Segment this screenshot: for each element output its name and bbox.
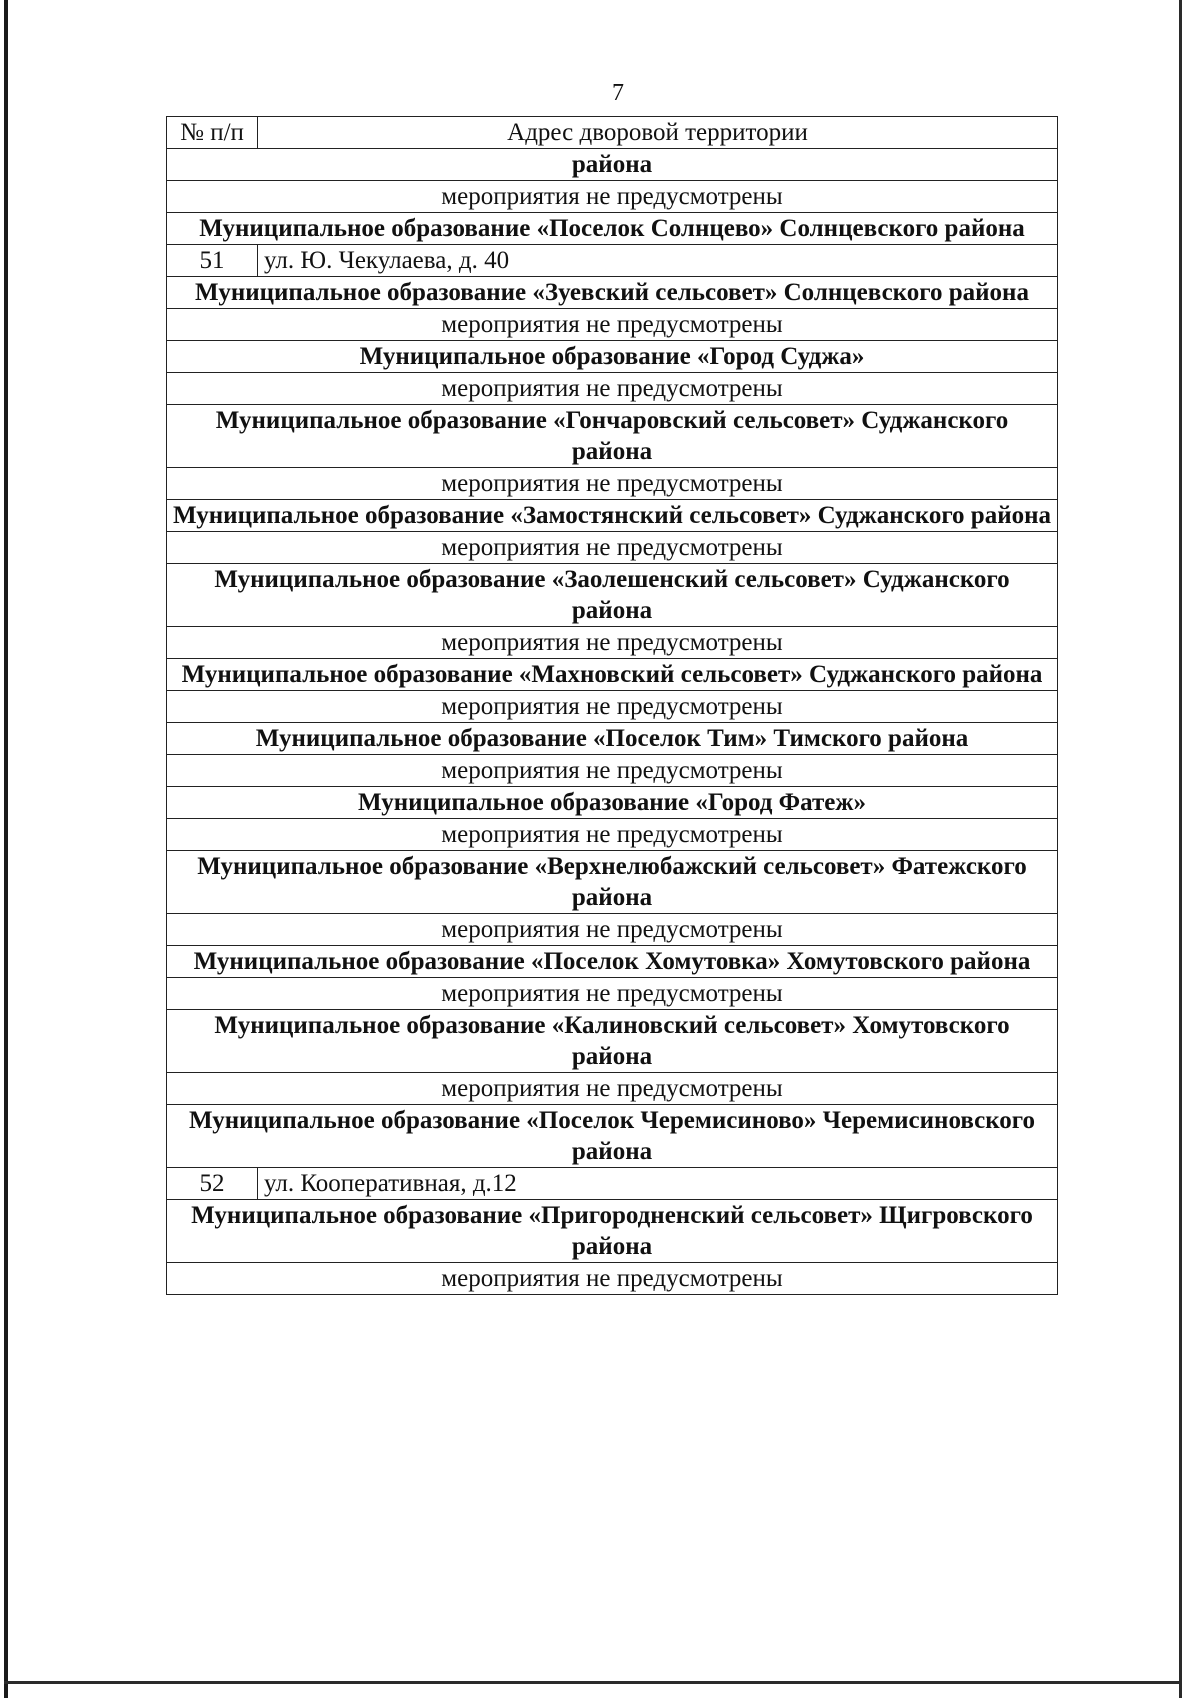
section-heading: Муниципальное образование «Заолешенский сельсовет» Суджанского района — [167, 564, 1058, 627]
table-row-section — [167, 149, 1058, 181]
table-row-section — [167, 851, 1058, 914]
item-number: 51 — [167, 245, 258, 277]
section-heading: Муниципальное образование «Поселок Тим» Тимского района — [167, 723, 1058, 755]
table-row-note — [167, 627, 1058, 659]
table-row-note — [167, 691, 1058, 723]
scan-edge-right — [1179, 0, 1182, 1698]
table-row-section — [167, 1200, 1058, 1263]
section-heading: Муниципальное образование «Поселок Черемисиново» Черемисиновского района — [167, 1105, 1058, 1168]
section-heading: Муниципальное образование «Город Фатеж» — [167, 787, 1058, 819]
item-address: ул. Ю. Чекулаева, д. 40 — [258, 245, 1058, 277]
table-row-note — [167, 914, 1058, 946]
section-heading: Муниципальное образование «Зуевский сельсовет» Солнцевского района — [167, 277, 1058, 309]
note-text: мероприятия не предусмотрены — [167, 373, 1058, 405]
note-text: мероприятия не предусмотрены — [167, 819, 1058, 851]
section-heading: Муниципальное образование «Калиновский сельсовет» Хомутовского района — [167, 1010, 1058, 1073]
section-heading: района — [167, 149, 1058, 181]
note-text: мероприятия не предусмотрены — [167, 532, 1058, 564]
table-row-item — [167, 1168, 1058, 1200]
table-row-item — [167, 245, 1058, 277]
note-text: мероприятия не предусмотрены — [167, 1263, 1058, 1295]
section-heading: Муниципальное образование «Поселок Солнцево» Солнцевского района — [167, 213, 1058, 245]
item-address: ул. Кооперативная, д.12 — [258, 1168, 1058, 1200]
section-heading: Муниципальное образование «Гончаровский сельсовет» Суджанского района — [167, 405, 1058, 468]
note-text: мероприятия не предусмотрены — [167, 468, 1058, 500]
address-table — [166, 116, 1058, 1295]
table-row-section — [167, 946, 1058, 978]
table-body — [167, 149, 1058, 1295]
section-heading: Муниципальное образование «Верхнелюбажский сельсовет» Фатежского района — [167, 851, 1058, 914]
item-number: 52 — [167, 1168, 258, 1200]
table-row-section — [167, 341, 1058, 373]
section-heading: Муниципальное образование «Пригородненский сельсовет» Щигровского района — [167, 1200, 1058, 1263]
section-heading: Муниципальное образование «Поселок Хомутовка» Хомутовского района — [167, 946, 1058, 978]
table-row-note — [167, 1073, 1058, 1105]
table-row-note — [167, 181, 1058, 213]
note-text: мероприятия не предусмотрены — [167, 309, 1058, 341]
table-row-note — [167, 468, 1058, 500]
scan-edge-bottom — [4, 1681, 1182, 1684]
section-heading: Муниципальное образование «Город Суджа» — [167, 341, 1058, 373]
table-row-note — [167, 309, 1058, 341]
note-text: мероприятия не предусмотрены — [167, 978, 1058, 1010]
note-text: мероприятия не предусмотрены — [167, 755, 1058, 787]
table-row-note — [167, 532, 1058, 564]
table-row-section — [167, 723, 1058, 755]
note-text: мероприятия не предусмотрены — [167, 627, 1058, 659]
table-row-note — [167, 819, 1058, 851]
note-text: мероприятия не предусмотрены — [167, 691, 1058, 723]
table-row-section — [167, 787, 1058, 819]
section-heading: Муниципальное образование «Махновский сельсовет» Суджанского района — [167, 659, 1058, 691]
table-row-note — [167, 373, 1058, 405]
header-row — [167, 117, 1058, 149]
table-row-note — [167, 978, 1058, 1010]
scan-edge-left — [4, 0, 8, 1698]
page-number: 7 — [612, 80, 624, 106]
header-address: Адрес дворовой территории — [258, 117, 1058, 149]
table-row-section — [167, 659, 1058, 691]
table-row-section — [167, 405, 1058, 468]
table-row-section — [167, 213, 1058, 245]
note-text: мероприятия не предусмотрены — [167, 1073, 1058, 1105]
table-row-section — [167, 277, 1058, 309]
section-heading: Муниципальное образование «Замостянский сельсовет» Суджанского района — [167, 500, 1058, 532]
table-row-note — [167, 1263, 1058, 1295]
note-text: мероприятия не предусмотрены — [167, 181, 1058, 213]
table-row-note — [167, 755, 1058, 787]
table-header — [167, 117, 1058, 149]
table-row-section — [167, 500, 1058, 532]
table-row-section — [167, 1010, 1058, 1073]
table-row-section — [167, 564, 1058, 627]
table-row-section — [167, 1105, 1058, 1168]
header-number: № п/п — [167, 117, 258, 149]
note-text: мероприятия не предусмотрены — [167, 914, 1058, 946]
